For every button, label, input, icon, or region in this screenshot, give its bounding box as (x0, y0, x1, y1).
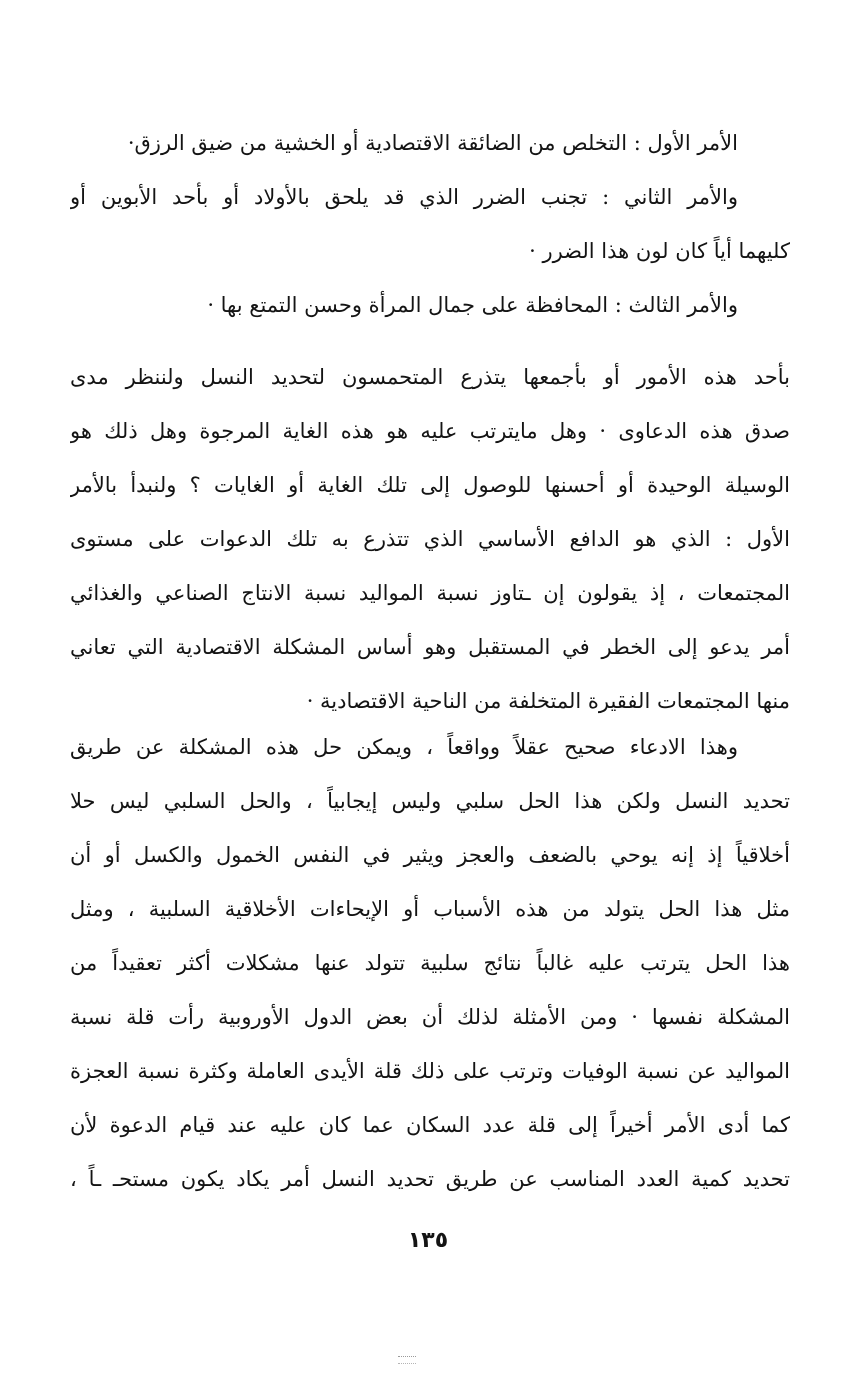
text-line: المجتمعات ، إذ يقولون إن ـتاوز نسبة المواليد نسبة الانتاج الصناعي والغذائي (70, 581, 790, 605)
text-line: وهذا الادعاء صحيح عقلاً وواقعاً ، ويمكن حل هذه المشكلة عن طريق (70, 735, 738, 759)
text-line: بأحد هذه الأمور أو بأجمعها يتذرع المتحمسون لتحديد النسل ولننظر مدى (70, 365, 790, 389)
text-line: هذا الحل يترتب عليه غالباً نتائج سلبية تتولد عنها مشكلات أكثر تعقيداً من (70, 951, 790, 975)
text-line: كما أدى الأمر أخيراً إلى قلة عدد السكان عما كان عليه عند قيام الدعوة لأن (70, 1113, 790, 1137)
text-line: والأمر الثاني : تجنب الضرر الذي قد يلحق بالأولاد أو بأحد الأبوين أو (70, 185, 738, 209)
paragraph-analysis (70, 720, 790, 1206)
text-line: منها المجتمعات الفقيرة المتخلفة من الناحية الاقتصادية · (306, 689, 790, 713)
text-line: تحديد كمية العدد المناسب عن طريق تحديد النسل أمر يكاد يكون مستحـ ـاً ، (70, 1167, 790, 1191)
text-line: كليهما أياً كان لون هذا الضرر · (529, 239, 790, 263)
text-line: تحديد النسل ولكن هذا الحل سلبي وليس إيجابياً ، والحل السلبي ليس حلا (70, 789, 790, 813)
scan-artifact (398, 1356, 416, 1364)
text-line: أخلاقياً إذ إنه يوحي بالضعف والعجز ويثير في النفس الخمول والكسل أو أن (70, 843, 790, 867)
text-line: المواليد عن نسبة الوفيات وترتب على ذلك قلة الأيدى العاملة وكثرة نسبة العجزة (70, 1059, 790, 1083)
text-line: الوسيلة الوحيدة أو أحسنها للوصول إلى تلك الغاية أو الغايات ؟ ولنبدأ بالأمر (70, 473, 790, 497)
text-line: المشكلة نفسها · ومن الأمثلة لذلك أن بعض الدول الأوروبية رأت قلة نسبة (70, 1005, 790, 1029)
text-line: الأول : الذي هو الدافع الأساسي الذي تتذرع به تلك الدعوات على مستوى (70, 527, 790, 551)
text-line: مثل هذا الحل يتولد من هذه الأسباب أو الإيحاءات الأخلاقية السلبية ، ومثل (70, 897, 790, 921)
page-number: ١٣٥ (407, 1228, 449, 1253)
text-line: صدق هذه الدعاوى · وهل مايترتب عليه هو هذه الغاية المرجوة وهل ذلك هو (70, 419, 790, 443)
paragraph-reasons (70, 116, 790, 332)
paragraph-claims (70, 350, 790, 728)
text-line: الأمر الأول : التخلص من الضائقة الاقتصادية أو الخشية من ضيق الرزق· (127, 131, 738, 155)
text-line: أمر يدعو إلى الخطر في المستقبل وهو أساس المشكلة الاقتصادية التي تعاني (70, 635, 790, 659)
text-line: والأمر الثالث : المحافظة على جمال المرأة وحسن التمتع بها · (207, 293, 738, 317)
